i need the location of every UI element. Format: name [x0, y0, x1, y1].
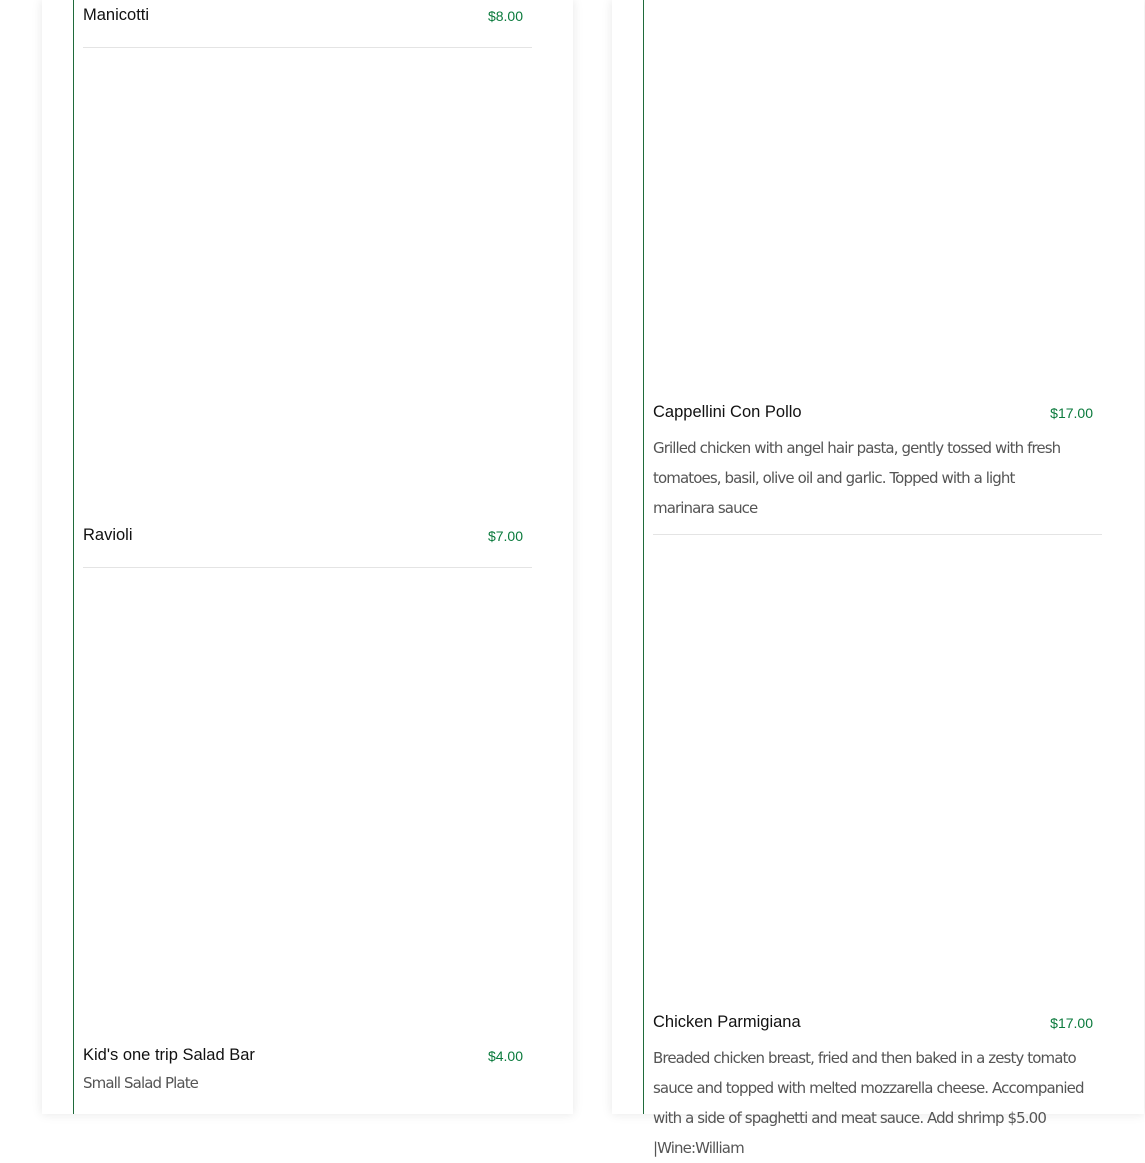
menu-item-divider	[83, 47, 532, 48]
menu-item-kids-salad-bar[interactable]	[83, 1046, 523, 1098]
menu-item-description: Grilled chicken with angel hair pasta, gently tossed with fresh tomatoes, basil, olive oil and garlic. Topped with a light marinara sauce	[653, 439, 1061, 517]
menu-item-manicotti[interactable]	[83, 6, 523, 28]
menu-item-name: Cappellini Con Pollo	[653, 403, 802, 421]
menu-item-price: $7.00	[487, 528, 523, 544]
menu-item-chicken-parmigiana[interactable]	[653, 1013, 1093, 1163]
menu-item-cappellini-con-pollo[interactable]	[653, 403, 1093, 523]
menu-item-price: $17.00	[1050, 405, 1093, 421]
menu-item-divider	[653, 534, 1102, 535]
menu-item-price: $8.00	[487, 8, 523, 24]
menu-item-name: Kid's one trip Salad Bar	[83, 1046, 255, 1064]
menu-column-left	[42, 0, 573, 1114]
menu-item-price: $4.00	[487, 1048, 523, 1064]
menu-item-name: Ravioli	[83, 526, 133, 544]
menu-item-name: Manicotti	[83, 6, 150, 24]
menu-item-description: Breaded chicken breast, fried and then baked in a zesty tomato sauce and topped with melted mozzarella cheese. Accompanied with a side of spaghetti and meat sauce. Add shrimp $5.00 |Wine:William	[653, 1049, 1084, 1157]
menu-item-description: Small Salad Plate	[83, 1074, 199, 1092]
menu-item-divider	[83, 567, 532, 568]
menu-item-price: $17.00	[1050, 1015, 1093, 1031]
column-accent-line-right	[643, 0, 644, 1114]
menu-item-ravioli[interactable]	[83, 526, 523, 548]
column-accent-line-left	[73, 0, 74, 1114]
menu-column-right	[612, 0, 1144, 1114]
menu-item-name: Chicken Parmigiana	[653, 1013, 801, 1031]
